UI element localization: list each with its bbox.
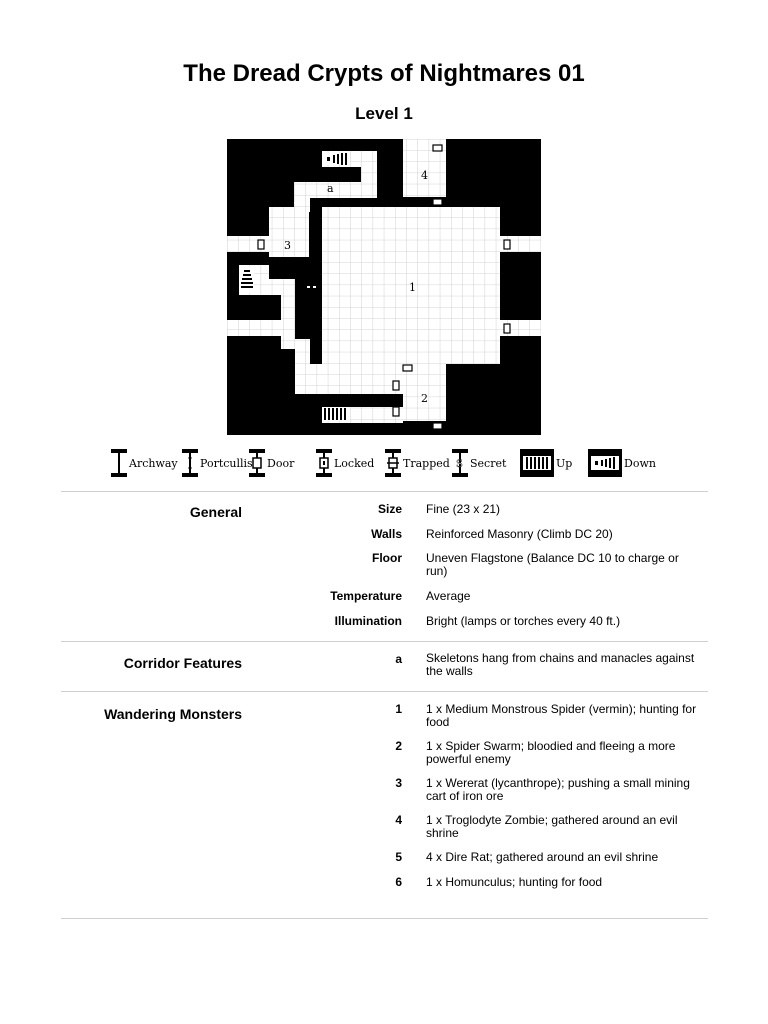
label-a: a	[327, 182, 334, 195]
section-heading-wandering: Wandering Monsters	[104, 706, 242, 722]
legend-secret	[452, 448, 506, 478]
stairs-bottom-icon	[322, 407, 350, 421]
stairs-down-icon	[588, 449, 622, 477]
monster-value: 1 x Homunculus; hunting for food	[426, 875, 603, 889]
legend-label: Portcullis	[200, 456, 253, 470]
general-value: Uneven Flagstone (Balance DC 10 to charge or run)	[426, 551, 679, 578]
divider	[61, 491, 708, 492]
svg-text:S: S	[456, 459, 463, 470]
legend-portcullis	[182, 448, 253, 478]
door-icon	[393, 381, 399, 390]
stairs-up-west-icon	[240, 267, 254, 293]
legend-label: Up	[556, 456, 573, 470]
stairs-down-top-icon	[322, 153, 350, 165]
label-4: 4	[421, 169, 428, 182]
monster-key: 5	[395, 850, 402, 864]
general-key: Floor	[372, 551, 402, 565]
legend-label: Archway	[129, 456, 178, 470]
legend-locked	[316, 448, 374, 478]
trapped-icon	[385, 449, 401, 477]
page-title: The Dread Crypts of Nightmares 01	[183, 60, 585, 87]
legend-label: Door	[267, 456, 295, 470]
secret-icon	[452, 449, 468, 477]
door-icon	[433, 423, 442, 429]
monster-value: 4 x Dire Rat; gathered around an evil shrine	[426, 850, 659, 864]
door-icon	[433, 145, 442, 151]
divider	[61, 691, 708, 692]
archway-icon	[111, 449, 127, 477]
general-value: Average	[426, 589, 471, 603]
label-1: 1	[409, 281, 416, 294]
level-subtitle: Level 1	[355, 104, 413, 123]
monster-key: 3	[395, 776, 402, 790]
general-key: Illumination	[334, 614, 402, 628]
monster-value: 1 x Medium Monstrous Spider (vermin); hunting for food	[426, 702, 697, 729]
general-key: Size	[377, 502, 402, 516]
door-icon	[504, 240, 510, 249]
section-heading-corridor: Corridor Features	[123, 655, 242, 671]
legend-label: Trapped	[403, 456, 450, 470]
door-icon	[433, 199, 442, 205]
legend-archway	[111, 448, 178, 478]
general-key: Walls	[371, 527, 402, 541]
legend-label: Locked	[334, 456, 375, 470]
section-heading-general: General	[189, 504, 242, 520]
map-legend	[0, 448, 768, 478]
stairs-up-icon	[520, 449, 554, 477]
label-3: 3	[284, 239, 291, 252]
portcullis-icon	[182, 449, 198, 477]
legend-up	[520, 448, 572, 478]
monster-key: 2	[395, 739, 402, 753]
monster-value: 1 x Troglodyte Zombie; gathered around an evil shrine	[426, 813, 678, 840]
dungeon-map	[227, 139, 541, 435]
general-value: Fine (23 x 21)	[426, 502, 501, 516]
divider	[61, 918, 708, 919]
monster-value: 1 x Spider Swarm; bloodied and fleeing a more powerful enemy	[426, 739, 676, 766]
divider	[61, 641, 708, 642]
general-key: Temperature	[330, 589, 402, 603]
legend-down	[588, 448, 656, 478]
legend-trapped	[385, 448, 450, 478]
legend-label: Secret	[470, 456, 507, 470]
monster-value: 1 x Wererat (lycanthrope); pushing a small mining cart of iron ore	[426, 776, 690, 803]
corridor-key: a	[395, 652, 402, 666]
monster-key: 4	[395, 813, 402, 827]
monster-key: 1	[395, 702, 402, 716]
corridor-value: Skeletons hang from chains and manacles against the walls	[426, 651, 695, 678]
monster-key: 6	[395, 875, 402, 889]
door-icon	[249, 449, 265, 477]
door-icon	[403, 365, 412, 371]
door-icon	[258, 240, 264, 249]
legend-label: Down	[624, 456, 656, 470]
legend-door	[249, 448, 294, 478]
door-icon	[504, 324, 510, 333]
locked-icon	[316, 449, 332, 477]
general-value: Bright (lamps or torches every 40 ft.)	[426, 614, 621, 628]
door-icon	[393, 407, 399, 416]
label-2: 2	[421, 392, 428, 405]
general-value: Reinforced Masonry (Climb DC 20)	[426, 527, 613, 541]
